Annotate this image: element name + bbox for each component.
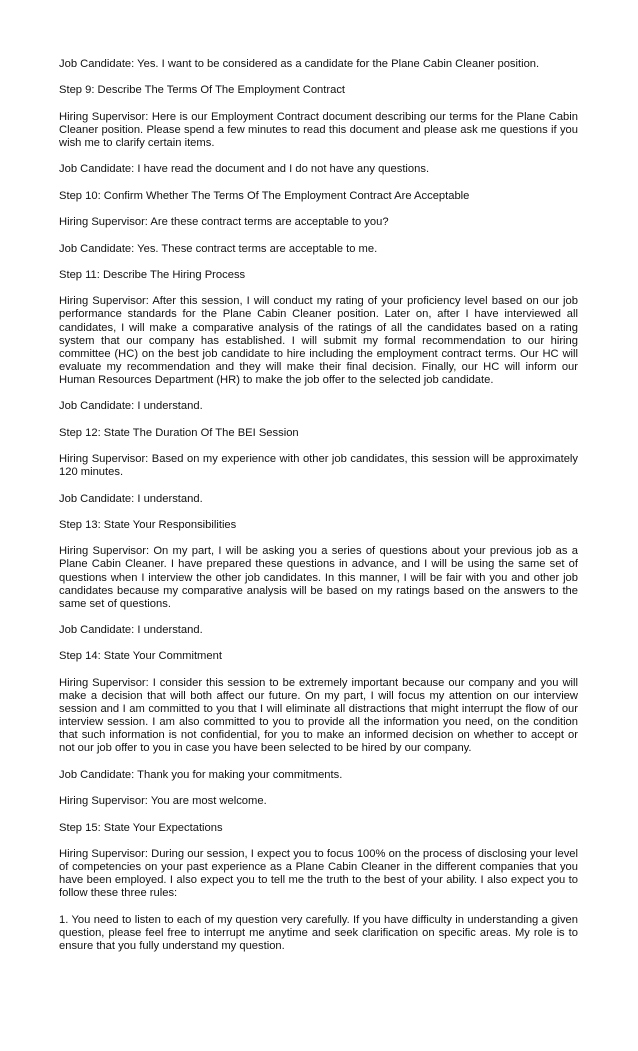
dialogue-paragraph: Hiring Supervisor: I consider this session to be extremely important because our company and you will make a decision that will both affect our future. On my part, I will focus my attention on our interview session and I am committed to you that I will eliminate all distractions that might interrupt the flow of our interview session. I am also committed to you to provide all the information you need, on the condition that such information is not confidential, for you to make an informed decision on whether to accept or not our job offer to you in case you have been selected to be hired by our company. [59,676,578,755]
dialogue-paragraph: Hiring Supervisor: During our session, I expect you to focus 100% on the process of disclosing your level of competencies on your past experience as a Plane Cabin Cleaner in the different companies that you have been employed. I also expect you to tell me the truth to the best of your ability. I also expect you to follow these three rules: [59,847,578,900]
step-heading: Step 9: Describe The Terms Of The Employment Contract [59,84,346,97]
dialogue-paragraph: Job Candidate: I understand. [59,400,203,413]
dialogue-paragraph: Job Candidate: Yes. I want to be considered as a candidate for the Plane Cabin Cleaner position. [59,58,540,70]
dialogue-paragraph: Job Candidate: Thank you for making your commitments. [59,768,343,781]
step-heading: Step 15: State Your Expectations [59,821,223,834]
rule-item: 1. You need to listen to each of my question very carefully. If you have difficulty in understanding a given question, please feel free to interrupt me anytime and seek clarification on specific areas. My role is to ensure that you fully understand my question. [59,913,578,952]
dialogue-paragraph: Hiring Supervisor: After this session, I will conduct my rating of your proficiency level based on our job performance standards for the Plane Cabin Cleaner position. Later on, after I have interviewed all candidates, I will make a comparative analysis of the ratings of all the candidates based on a rating system that our company has established. I will submit my formal recommendation to our hiring committee (HC) on the best job candidate to hire including the employment contract terms. Our HC will evaluate my recommendation and they will make their final decision. Finally, our HC will inform our Human Resources Department (HR) to make the job offer to the selected job candidate. [59,295,578,386]
dialogue-paragraph: Hiring Supervisor: Are these contract terms are acceptable to you? [59,216,389,229]
dialogue-paragraph: Job Candidate: I understand. [59,624,203,637]
step-heading: Step 13: State Your Responsibilities [59,518,237,531]
step-heading: Step 11: Describe The Hiring Process [59,268,246,281]
step-heading: Step 10: Confirm Whether The Terms Of The Employment Contract Are Acceptable [59,189,470,202]
dialogue-paragraph: Hiring Supervisor: Here is our Employment Contract document describing our terms for the Plane Cabin Cleaner position. Please spend a few minutes to read this document and please ask me questions if you wish me to clarify certain items. [59,110,578,149]
document-page [59,58,578,966]
dialogue-paragraph: Job Candidate: I have read the document and I do not have any questions. [59,163,430,176]
dialogue-paragraph: Hiring Supervisor: You are most welcome. [59,795,267,808]
dialogue-paragraph: Job Candidate: Yes. These contract terms are acceptable to me. [59,242,378,255]
dialogue-paragraph: Job Candidate: I understand. [59,492,203,505]
step-heading: Step 12: State The Duration Of The BEI Session [59,426,299,439]
step-heading: Step 14: State Your Commitment [59,650,222,663]
dialogue-paragraph: Hiring Supervisor: On my part, I will be asking you a series of questions about your previous job as a Plane Cabin Cleaner. I have prepared these questions in advance, and I will be using the same set of questions when I interview the other job candidates. In this manner, I will be fair with you and other job candidates because my comparative analysis will be based on my ratings based on the answers to the same set of questions. [59,545,578,610]
dialogue-paragraph: Hiring Supervisor: Based on my experience with other job candidates, this session will be approximately 120 minutes. [59,453,578,479]
